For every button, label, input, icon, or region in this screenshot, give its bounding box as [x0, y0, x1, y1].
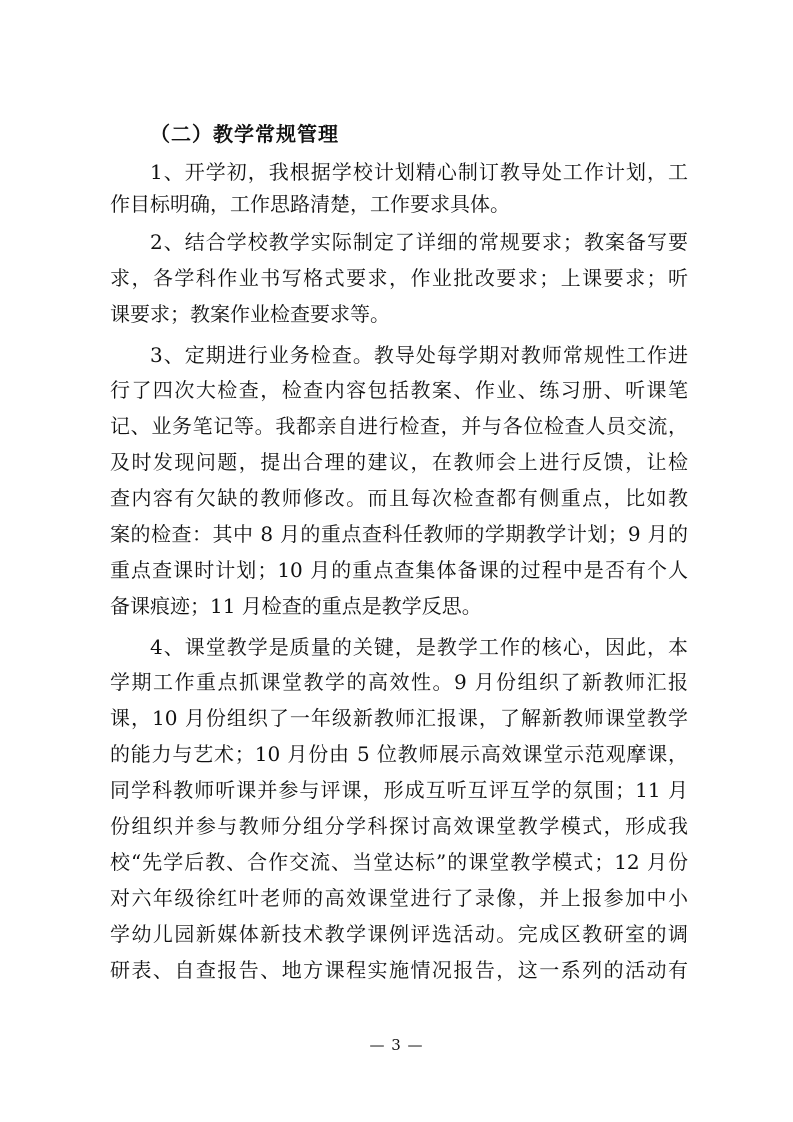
section-heading: （二）教学常规管理 [150, 122, 339, 146]
paragraph-2-line: 2、结合学校教学实际制定了详细的常规要求；教案备写要 [150, 230, 688, 254]
paragraph-3-line: 备课痕迹；11 月检查的重点是教学反思。 [110, 594, 482, 618]
paragraph-2-line: 求，各学科作业书写格式要求，作业批改要求；上课要求；听 [110, 266, 688, 290]
paragraph-3-line: 3、定期进行业务检查。教导处每学期对教师常规性工作进 [150, 343, 688, 367]
paragraph-4-line: 同学科教师听课并参与评课，形成互听互评互学的氛围；11 月 [110, 778, 688, 802]
paragraph-4-line: 4、课堂教学是质量的关键，是教学工作的核心，因此，本 [150, 635, 688, 659]
paragraph-4-line: 校“先学后教、合作交流、当堂达标”的课堂教学模式；12 月份 [110, 850, 688, 874]
paragraph-1-line: 作目标明确，工作思路清楚，工作要求具体。 [110, 192, 510, 216]
paragraph-3-line: 行了四次大检查，检查内容包括教案、作业、练习册、听课笔 [110, 378, 688, 402]
paragraph-4-line: 对六年级徐红叶老师的高效课堂进行了录像，并上报参加中小 [110, 886, 688, 910]
paragraph-4-line: 研表、自查报告、地方课程实施情况报告，这一系列的活动有 [110, 958, 688, 982]
paragraph-4-line: 份组织并参与教师分组分学科探讨高效课堂教学模式，形成我 [110, 814, 688, 838]
paragraph-3-line: 记、业务笔记等。我都亲自进行检查，并与各位检查人员交流， [110, 414, 688, 438]
paragraph-1-line: 1、开学初，我根据学校计划精心制订教导处工作计划，工 [150, 160, 688, 184]
paragraph-4-line: 学期工作重点抓课堂教学的高效性。9 月份组织了新教师汇报 [110, 670, 688, 694]
paragraph-3-line: 查内容有欠缺的教师修改。而且每次检查都有侧重点，比如教 [110, 486, 688, 510]
paragraph-4-line: 的能力与艺术；10 月份由 5 位教师展示高效课堂示范观摩课， [110, 742, 688, 766]
paragraph-3-line: 重点查课时计划；10 月的重点查集体备课的过程中是否有个人 [110, 558, 688, 582]
paragraph-4-line: 学幼儿园新媒体新技术教学课例评选活动。完成区教研室的调 [110, 922, 688, 946]
page-number: — 3 — [369, 1036, 424, 1054]
paragraph-2-line: 课要求；教案作业检查要求等。 [110, 302, 390, 326]
paragraph-3-line: 及时发现问题，提出合理的建议，在教师会上进行反馈，让检 [110, 450, 688, 474]
paragraph-4-line: 课，10 月份组织了一年级新教师汇报课，了解新教师课堂教学 [110, 706, 688, 730]
paragraph-3-line: 案的检查：其中 8 月的重点查科任教师的学期教学计划；9 月的 [110, 522, 688, 546]
